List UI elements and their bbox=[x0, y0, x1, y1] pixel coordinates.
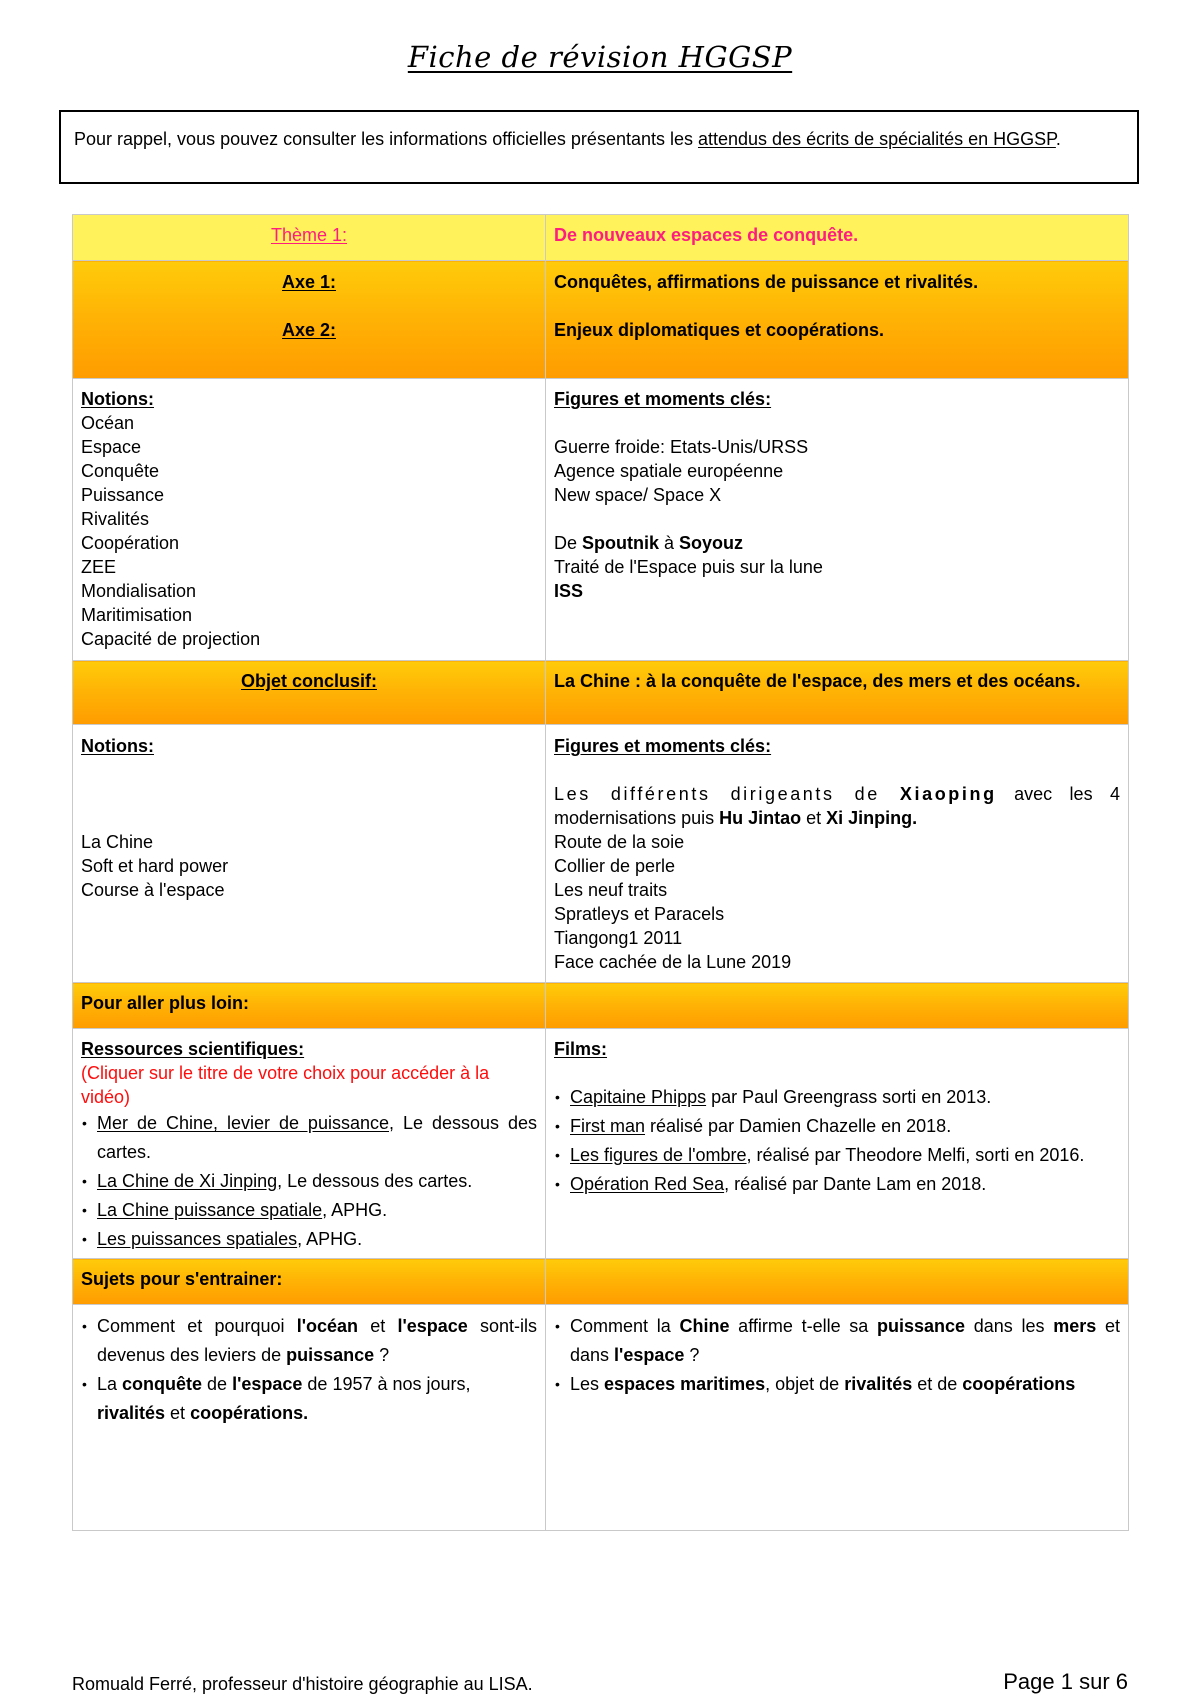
keyword: mers bbox=[1053, 1316, 1097, 1336]
figures2-cell bbox=[546, 725, 1129, 983]
objet-value-cell bbox=[546, 661, 1129, 725]
axe-1-label: Axe 1: bbox=[281, 272, 337, 292]
text: affirme t-elle sa bbox=[729, 1316, 878, 1336]
film-link[interactable]: Capitaine Phipps bbox=[570, 1087, 707, 1107]
resource-item bbox=[81, 1196, 537, 1225]
objet-row bbox=[73, 661, 1129, 725]
notice-end: . bbox=[1055, 129, 1061, 149]
axes-value-cell bbox=[546, 261, 1129, 379]
section1-row bbox=[73, 379, 1129, 661]
resources-row bbox=[73, 1029, 1129, 1259]
further-row bbox=[73, 983, 1129, 1029]
further-label-cell bbox=[73, 983, 546, 1029]
figure-item: New space/ Space X bbox=[554, 485, 722, 505]
notion-item: Mondialisation bbox=[81, 581, 197, 601]
notions2-cell bbox=[73, 725, 546, 983]
keyword: puissance bbox=[877, 1316, 966, 1336]
film-item bbox=[554, 1141, 1120, 1170]
footer-page-number: Page 1 sur 6 bbox=[1003, 1669, 1128, 1694]
theme-value-cell bbox=[546, 215, 1129, 261]
theme-label-cell bbox=[73, 215, 546, 261]
text: à bbox=[659, 533, 680, 553]
text: Comment et pourquoi bbox=[97, 1316, 297, 1336]
spoutnik: Spoutnik bbox=[582, 533, 660, 553]
figures-cell bbox=[546, 379, 1129, 661]
objet-label-cell bbox=[73, 661, 546, 725]
objet-label: Objet conclusif: bbox=[240, 671, 377, 691]
text: de bbox=[202, 1374, 233, 1394]
page-title: Fiche de révision HGGSP bbox=[407, 40, 793, 74]
xi-jinping: Xi Jinping. bbox=[826, 808, 918, 828]
film-details: , réalisé par Theodore Melfi, sorti en 2016. bbox=[746, 1145, 1085, 1165]
figure-item: Agence spatiale européenne bbox=[554, 461, 784, 481]
resource-item bbox=[81, 1167, 537, 1196]
subjects-content-row bbox=[73, 1305, 1129, 1531]
subjects-right-list bbox=[554, 1312, 1120, 1399]
film-item bbox=[554, 1170, 1120, 1199]
figure-item: Route de la soie bbox=[554, 832, 685, 852]
subjects-label-cell bbox=[73, 1259, 546, 1305]
resource-item bbox=[81, 1109, 537, 1167]
subject-item bbox=[554, 1370, 1120, 1399]
text: et de bbox=[912, 1374, 963, 1394]
keyword: l'espace bbox=[397, 1316, 468, 1336]
resource-link[interactable]: Les puissances spatiales bbox=[97, 1229, 298, 1249]
figure-item: Les neuf traits bbox=[554, 880, 668, 900]
film-details: , réalisé par Dante Lam en 2018. bbox=[724, 1174, 987, 1194]
films-list bbox=[554, 1083, 1120, 1199]
text: Les différents dirigeants de bbox=[554, 784, 900, 804]
hu-jintao: Hu Jintao bbox=[719, 808, 802, 828]
figure-item: Collier de perle bbox=[554, 856, 676, 876]
axes-label-cell bbox=[73, 261, 546, 379]
subjects-empty-cell bbox=[546, 1259, 1129, 1305]
resources-note: (Cliquer sur le titre de votre choix pour accéder à la vidéo) bbox=[81, 1063, 490, 1107]
axes-row bbox=[73, 261, 1129, 379]
notion-item: ZEE bbox=[81, 557, 117, 577]
films-cell bbox=[546, 1029, 1129, 1259]
further-empty-cell bbox=[546, 983, 1129, 1029]
subjects-right-cell bbox=[546, 1305, 1129, 1531]
keyword: rivalités bbox=[844, 1374, 913, 1394]
subject-item bbox=[554, 1312, 1120, 1370]
leaders-paragraph bbox=[554, 782, 1120, 830]
revision-table bbox=[72, 214, 1129, 1531]
notice-link[interactable]: attendus des écrits de spécialités en HGGSP bbox=[698, 129, 1056, 149]
notions-header: Notions: bbox=[81, 389, 154, 409]
film-details: par Paul Greengrass sorti en 2013. bbox=[706, 1087, 992, 1107]
theme-value: De nouveaux espaces de conquête. bbox=[554, 225, 859, 245]
text: ? bbox=[684, 1345, 700, 1365]
keyword: conquête bbox=[122, 1374, 203, 1394]
notion-item: La Chine bbox=[81, 832, 154, 852]
resources-cell bbox=[73, 1029, 546, 1259]
notion-item: Océan bbox=[81, 413, 135, 433]
film-item bbox=[554, 1112, 1120, 1141]
section2-row bbox=[73, 725, 1129, 983]
notion-item: Coopération bbox=[81, 533, 180, 553]
keyword: puissance bbox=[286, 1345, 375, 1365]
footer-author: Romuald Ferré, professeur d'histoire géographie au LISA. bbox=[72, 1674, 533, 1694]
film-details: réalisé par Damien Chazelle en 2018. bbox=[645, 1116, 952, 1136]
keyword: l'océan bbox=[296, 1316, 359, 1336]
subjects-left-cell bbox=[73, 1305, 546, 1531]
objet-value: La Chine : à la conquête de l'espace, des mers et des océans. bbox=[554, 671, 1081, 691]
theme-row bbox=[73, 215, 1129, 261]
subjects-left-list bbox=[81, 1312, 537, 1428]
resource-source: , APHG. bbox=[297, 1229, 363, 1249]
text: et bbox=[358, 1316, 398, 1336]
spoutnik-line bbox=[554, 531, 1120, 555]
film-link[interactable]: First man bbox=[570, 1116, 646, 1136]
text: De bbox=[554, 533, 583, 553]
notion-item: Puissance bbox=[81, 485, 165, 505]
notice-box bbox=[59, 110, 1139, 184]
notion-item: Espace bbox=[81, 437, 142, 457]
keyword: l'espace bbox=[614, 1345, 685, 1365]
notion-item: Maritimisation bbox=[81, 605, 193, 625]
axe-2-value: Enjeux diplomatiques et coopérations. bbox=[554, 320, 885, 340]
keyword: rivalités bbox=[97, 1403, 166, 1423]
notion-item: Soft et hard power bbox=[81, 856, 229, 876]
figure-item: Tiangong1 2011 bbox=[554, 928, 683, 948]
axe-2-label: Axe 2: bbox=[281, 320, 337, 340]
resources-header: Ressources scientifiques: bbox=[81, 1039, 305, 1059]
text: avec les 4 modernisations puis bbox=[554, 784, 1121, 828]
films-header: Films: bbox=[554, 1039, 608, 1059]
soyouz: Soyouz bbox=[679, 533, 744, 553]
text: sont-ils devenus des leviers de bbox=[97, 1316, 537, 1365]
keyword: coopérations. bbox=[190, 1403, 309, 1423]
figure-item: Spratleys et Paracels bbox=[554, 904, 725, 924]
resource-link[interactable]: La Chine puissance spatiale bbox=[97, 1200, 323, 1220]
subject-item bbox=[81, 1370, 537, 1428]
subjects-row bbox=[73, 1259, 1129, 1305]
notion-item: Rivalités bbox=[81, 509, 150, 529]
notion-item: Conquête bbox=[81, 461, 160, 481]
figures2-header: Figures et moments clés: bbox=[554, 736, 772, 756]
resource-source: , Le dessous des cartes. bbox=[97, 1113, 537, 1162]
film-link[interactable]: Les figures de l'ombre bbox=[570, 1145, 747, 1165]
xiaoping: Xiaoping bbox=[899, 784, 997, 804]
axe-1-value: Conquêtes, affirmations de puissance et rivalités. bbox=[554, 272, 979, 292]
theme-label: Thème 1: bbox=[270, 225, 348, 245]
notions-cell bbox=[73, 379, 546, 661]
film-link[interactable]: Opération Red Sea bbox=[570, 1174, 725, 1194]
text: et bbox=[165, 1403, 191, 1423]
further-label: Pour aller plus loin: bbox=[81, 993, 250, 1013]
figures-header: Figures et moments clés: bbox=[554, 389, 772, 409]
text: La bbox=[97, 1374, 123, 1394]
subject-item bbox=[81, 1312, 537, 1370]
text: , objet de bbox=[765, 1374, 845, 1394]
text: Les bbox=[570, 1374, 605, 1394]
resource-link[interactable]: La Chine de Xi Jinping bbox=[97, 1171, 278, 1191]
keyword: coopérations bbox=[962, 1374, 1076, 1394]
resource-source: , Le dessous des cartes. bbox=[277, 1171, 473, 1191]
notion-item: Capacité de projection bbox=[81, 629, 261, 649]
text: de 1957 à nos jours, bbox=[302, 1374, 471, 1394]
resource-source: , APHG. bbox=[322, 1200, 388, 1220]
notion-item: Course à l'espace bbox=[81, 880, 225, 900]
figure-item: Guerre froide: Etats-Unis/URSS bbox=[554, 437, 809, 457]
film-item bbox=[554, 1083, 1120, 1112]
text: ? bbox=[374, 1345, 390, 1365]
resource-link[interactable]: Mer de Chine, levier de puissance bbox=[97, 1113, 389, 1133]
text: et bbox=[801, 808, 827, 828]
notions2-header: Notions: bbox=[81, 736, 154, 756]
keyword: espaces maritimes bbox=[604, 1374, 766, 1394]
figure-item: Face cachée de la Lune 2019 bbox=[554, 952, 792, 972]
figure-item-iss: ISS bbox=[554, 581, 584, 601]
notice-text: Pour rappel, vous pouvez consulter les informations officielles présentants les bbox=[74, 129, 698, 149]
text: Comment la bbox=[570, 1316, 680, 1336]
keyword: l'espace bbox=[232, 1374, 303, 1394]
text: et dans bbox=[570, 1316, 1120, 1365]
text: dans les bbox=[965, 1316, 1054, 1336]
subjects-label: Sujets pour s'entrainer: bbox=[81, 1269, 283, 1289]
resources-list bbox=[81, 1109, 537, 1254]
keyword: Chine bbox=[679, 1316, 730, 1336]
figure-item: Traité de l'Espace puis sur la lune bbox=[554, 557, 823, 577]
resource-item bbox=[81, 1225, 537, 1254]
